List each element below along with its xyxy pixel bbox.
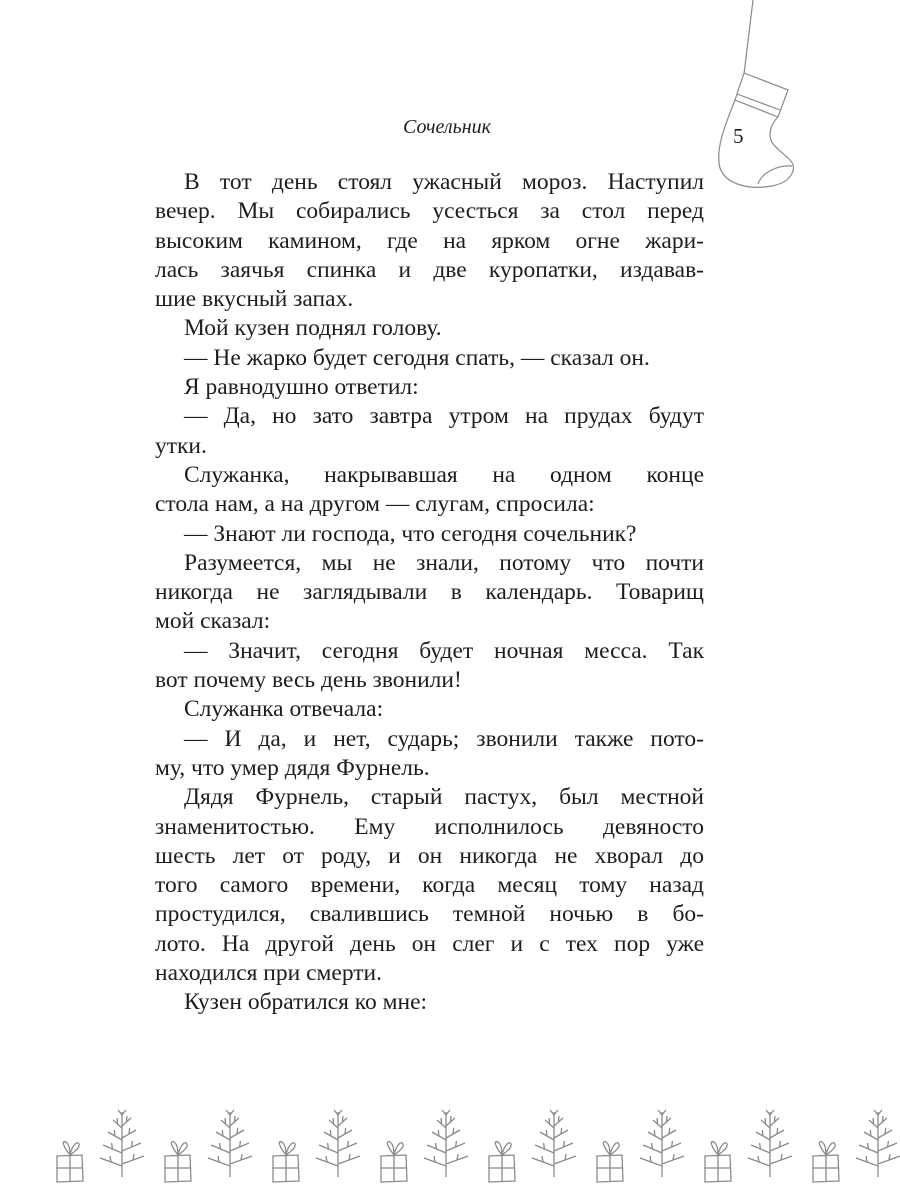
text-line: — Значит, сегодня будет ночная месса. Так <box>184 637 704 664</box>
paragraph <box>155 402 704 461</box>
gift-icon <box>381 1142 407 1182</box>
text-line: шие вкусный запах. <box>155 286 354 313</box>
paragraph <box>155 373 704 402</box>
page-number: 5 <box>733 124 744 148</box>
text-line: Дядя Фурнель, старый пастух, был местной <box>184 784 704 811</box>
stocking-icon <box>700 0 820 200</box>
paragraph <box>155 461 704 520</box>
paragraph <box>155 314 704 343</box>
gift-and-tree-ornament <box>0 1100 900 1200</box>
gift-icon <box>165 1142 191 1182</box>
paragraph <box>155 783 704 988</box>
gift-icon <box>597 1142 623 1182</box>
text-line: лото. На другой день он слег и с тех пор уже <box>155 930 704 957</box>
paragraph <box>155 988 704 1017</box>
fir-tree-icon <box>208 1110 252 1177</box>
text-line: — Да, но зато завтра утром на прудах будут <box>184 403 704 430</box>
text-line: Разумеется, мы не знали, потому что почти <box>184 549 704 576</box>
text-line: простудился, свалившись темной ночью в бо- <box>155 901 704 928</box>
text-line: В тот день стоял ужасный мороз. Наступил <box>184 169 704 195</box>
text-line: Я равнодушно ответил: <box>184 374 419 401</box>
body-text <box>155 168 704 1018</box>
gift-icon <box>489 1142 515 1182</box>
fir-tree-icon <box>100 1110 144 1177</box>
fir-tree-icon <box>748 1110 792 1177</box>
text-line: лась заячья спинка и две куропатки, издавав- <box>155 256 704 283</box>
paragraph <box>155 344 704 373</box>
fir-tree-icon <box>424 1110 468 1177</box>
text-line: находился при смерти. <box>155 960 382 987</box>
text-line: высоким камином, где на ярком огне жари- <box>155 227 704 254</box>
text-line: — Знают ли господа, что сегодня сочельник? <box>184 520 637 547</box>
gift-icon <box>273 1142 299 1182</box>
text-line: шесть лет от роду, и он никогда не хворал до <box>155 842 704 869</box>
text-line: стола нам, а на другом — слугам, спросила: <box>155 491 595 518</box>
paragraph <box>155 695 704 724</box>
fir-tree-icon <box>856 1110 900 1177</box>
text-line: никогда не заглядывали в календарь. Товарищ <box>155 579 704 606</box>
text-line: знаменитостью. Ему исполнилось девяносто <box>155 813 704 840</box>
text-line: Служанка, накрывавшая на одном конце <box>184 461 704 488</box>
text-line: — Не жарко будет сегодня спать, — сказал он. <box>184 344 650 371</box>
fir-tree-icon <box>316 1110 360 1177</box>
text-line: — И да, и нет, сударь; звонили также пото- <box>184 725 704 752</box>
gift-icon <box>813 1142 839 1182</box>
text-line: Кузен обратился ко мне: <box>184 989 428 1016</box>
text-line: вот почему весь день звонили! <box>155 667 462 694</box>
paragraph <box>155 725 704 784</box>
fir-tree-icon <box>532 1110 576 1177</box>
paragraph <box>155 549 704 637</box>
text-line: того самого времени, когда месяц тому назад <box>155 872 704 899</box>
gift-icon <box>57 1142 83 1182</box>
paragraph <box>155 520 704 549</box>
fir-tree-icon <box>640 1110 684 1177</box>
text-line: Мой кузен поднял голову. <box>184 315 442 342</box>
paragraph <box>155 637 704 696</box>
text-line: утки. <box>155 432 207 459</box>
text-line: му, что умер дядя Фурнель. <box>155 754 430 781</box>
text-line: мой сказал: <box>155 608 271 635</box>
gift-icon <box>705 1142 731 1182</box>
text-line: Служанка отвечала: <box>184 696 384 723</box>
paragraph <box>155 168 704 314</box>
text-line: вечер. Мы собирались усесться за стол перед <box>155 198 704 225</box>
running-head: Сочельник <box>403 116 491 138</box>
